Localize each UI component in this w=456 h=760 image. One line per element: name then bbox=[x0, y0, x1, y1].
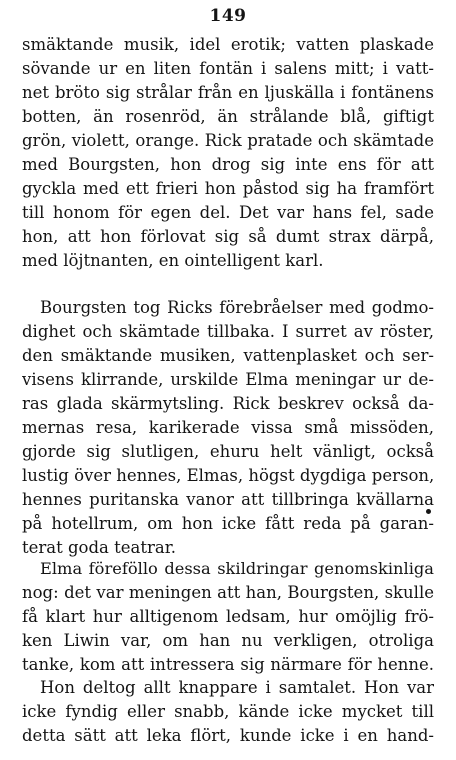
text-line: hennes puritanska vanor att tillbringa kvällarna bbox=[22, 490, 434, 509]
text-line: med löjtnanten, en ointelligent karl. bbox=[22, 251, 324, 270]
text-line: på hotellrum, om hon icke fått reda på garan- bbox=[22, 514, 434, 533]
text-line: ras glada skärmytsling. Rick beskrev också da- bbox=[22, 394, 434, 413]
text-line: grön, violett, orange. Rick pratade och skämtade bbox=[22, 131, 434, 150]
text-line: tanke, kom att intressera sig närmare för henne. bbox=[22, 655, 434, 674]
text-line: med Bourgsten, hon drog sig inte ens för att bbox=[22, 155, 434, 174]
text-line: sövande ur en liten fontän i salens mitt; i vatt- bbox=[22, 59, 434, 78]
text-line: få klart hur alltigenom ledsam, hur omöjlig frö- bbox=[22, 607, 434, 626]
text-line: hon, att hon förlovat sig så dumt strax därpå, bbox=[22, 227, 434, 246]
text-line: nog: det var meningen att han, Bourgsten, skulle bbox=[22, 583, 434, 602]
text-line: terat goda teatrar. bbox=[22, 538, 177, 557]
text-line: net bröto sig strålar från en ljuskälla i fontänens bbox=[22, 83, 434, 102]
text-line: Hon deltog allt knappare i samtalet. Hon var bbox=[40, 678, 434, 697]
page-number: 149 bbox=[209, 6, 247, 26]
text-line: till honom för egen del. Det var hans fel, sade bbox=[22, 203, 434, 222]
paragraph-2 bbox=[22, 296, 434, 560]
text-line: lustig över hennes, Elmas, högst dygdiga person, bbox=[22, 466, 434, 485]
text-line: ken Liwin var, om han nu verkligen, otroliga bbox=[22, 631, 434, 650]
text-line: dighet och skämtade tillbaka. I surret av röster, bbox=[22, 322, 434, 341]
text-line: gyckla med ett frieri hon påstod sig ha framfört bbox=[22, 179, 434, 198]
text-line: Elma föreföllo dessa skildringar genomskinliga bbox=[40, 559, 434, 578]
paragraph-1 bbox=[22, 33, 434, 273]
text-line: gjorde sig slutligen, ehuru helt vänligt, också bbox=[22, 442, 434, 461]
text-line: icke fyndig eller snabb, kände icke mycket till bbox=[22, 702, 434, 721]
text-line: botten, än rosenröd, än strålande blå, giftigt bbox=[22, 107, 434, 126]
paragraph-3 bbox=[22, 557, 434, 677]
text-line: visens klirrande, urskilde Elma meningar ur de- bbox=[22, 370, 434, 389]
text-line: detta sätt att leka flört, kunde icke i en hand- bbox=[22, 726, 434, 745]
text-line: smäktande musik, idel erotik; vatten plaskade bbox=[22, 35, 434, 54]
text-line: den smäktande musiken, vattenplasket och ser- bbox=[22, 346, 434, 365]
print-speck bbox=[426, 509, 431, 514]
paragraph-4 bbox=[22, 676, 434, 748]
text-line: Bourgsten tog Ricks förebråelser med godmo- bbox=[40, 298, 434, 317]
text-line: mernas resa, karikerade vissa små missöden, bbox=[22, 418, 434, 437]
